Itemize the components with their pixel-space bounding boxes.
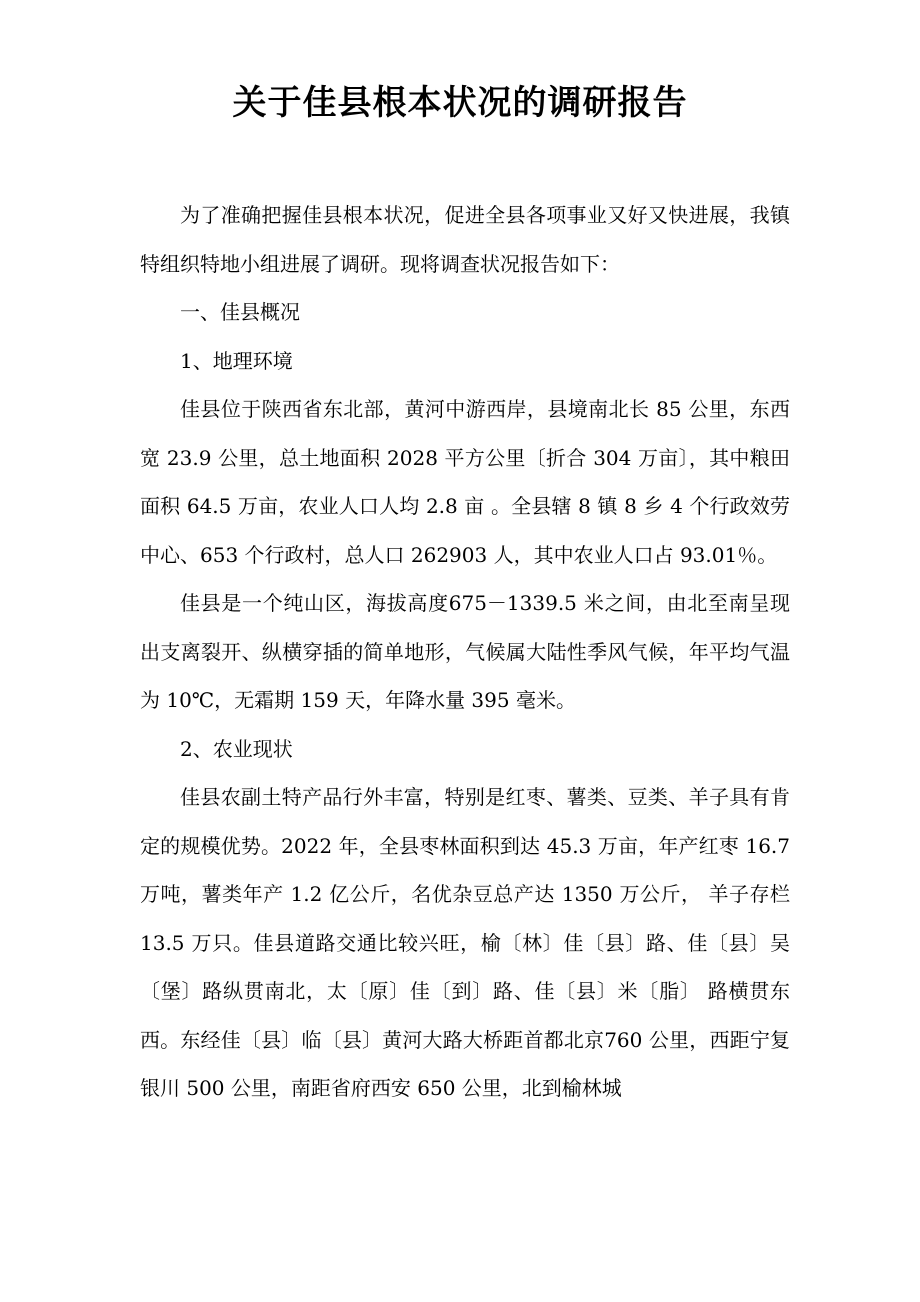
geography-paragraph: 佳县位于陕西省东北部，黄河中游西岸，县境南北长 85 公里，东西宽 23.9 公里，总土地面积 2028 平方公里〔折合 304 万亩〕，其中粮田面积 64.5 万亩，农业人口人均 2.8 亩 。全县辖 8 镇 8 乡 4 个行政效劳中心、653 个行政村，总人口 262903 人，其中农业人口占 93.01％。 bbox=[140, 397, 790, 567]
section-heading-overview: 一、佳县概况 bbox=[180, 300, 300, 324]
terrain-climate-paragraph: 佳县是一个纯山区，海拔高度675－1339.5 米之间，由北至南呈现出支离裂开、纵横穿插的简单地形，气候属大陆性季风气候，年平均气温为 10℃，无霜期 159 天，年降水量 395 毫米。 bbox=[140, 591, 790, 712]
agriculture-paragraph: 佳县农副土特产品行外丰富，特别是红枣、薯类、豆类、羊子具有肯定的规模优势。2022 年，全县枣林面积到达 45.3 万亩，年产红枣 16.7 万吨，薯类年产 1.2 亿公斤，名优杂豆总产达 1350 万公斤， 羊子存栏 13.5 万只。佳县道路交通比较兴旺，榆〔林〕佳〔县〕路、佳〔县〕吴〔堡〕路纵贯南北，太〔原〕佳〔到〕路、佳〔县〕米〔脂〕 路横贯东西。东经佳〔县〕临〔县〕黄河大路大桥距首都北京760 公里，西距宁复银川 500 公里，南距省府西安 650 公里，北到榆林城 bbox=[140, 785, 790, 1100]
document-title: 关于佳县根本状况的调研报告 bbox=[232, 83, 688, 123]
document-body bbox=[140, 191, 790, 1113]
subsection-heading-geography: 1、地理环境 bbox=[180, 348, 293, 373]
subsection-heading-agriculture: 2、农业现状 bbox=[180, 736, 293, 761]
intro-paragraph: 为了准确把握佳县根本状况，促进全县各项事业又好又快进展，我镇特组织特地小组进展了调研。现将调查状况报告如下： bbox=[140, 203, 790, 276]
